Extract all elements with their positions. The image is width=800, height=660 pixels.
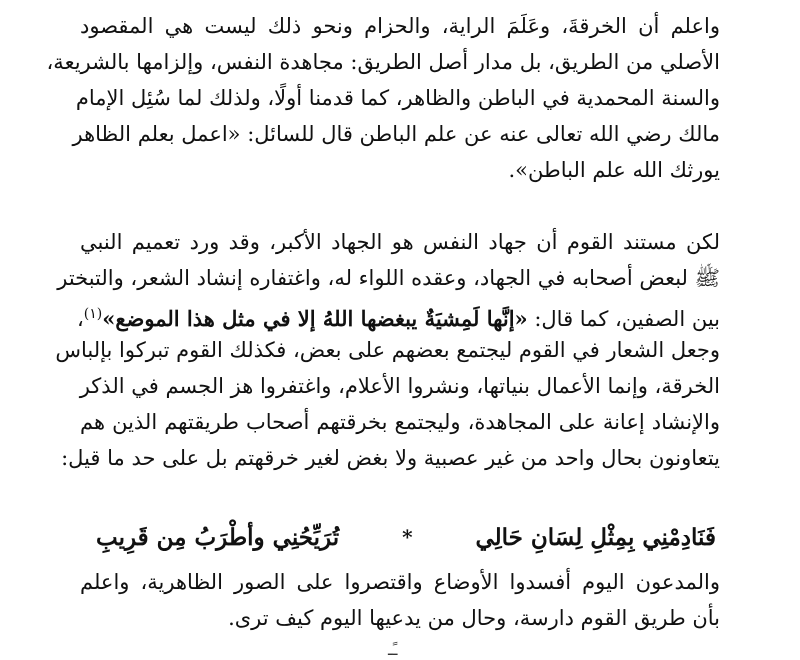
- paragraph-2-line-2: ﷺ لبعض أصحابه في الجهاد، وعقده اللواء له، واغتفاره إنشاد الشعر، والتبختر: [57, 266, 720, 290]
- verse-second-hemistich: تُرَيِّحُنِي وأطْرَبُ مِن قَرِيبِ: [96, 523, 340, 551]
- verse-separator: *: [402, 525, 413, 549]
- paragraph-2-line-5: الخرقة، وإنما الأعمال بنياتها، ونشروا الأعلام، واغتفروا هز الجسم في الذكر: [79, 374, 720, 398]
- paragraph-1-line-2: الأصلي من الطريق، بل مدار أصل الطريق: مجاهدة النفس، وإلزامها بالشريعة،: [46, 50, 720, 74]
- paragraph-2-line-6: والإنشاد إعانة على المجاهدة، وليجتمع بخرقتهم أصحاب طريقتهم الذين هم: [80, 410, 720, 434]
- paragraph-2-line-7: يتعاونون بحال واحد من غير عصبية ولا بغض لغير خرقهتم بل على حد ما قيل:: [61, 446, 720, 470]
- paragraph-2-line-3: [76, 296, 720, 332]
- paragraph-3-line-1: والمدعون اليوم أفسدوا الأوضاع واقتصروا على الصور الظاهرية، واعلم: [80, 570, 720, 594]
- poetry-verse: [96, 514, 716, 560]
- footnote-marker: (١): [83, 306, 103, 322]
- paragraph-1-line-4: مالك رضي الله تعالى عنه عن علم الباطن قال للسائل: «اعمل بعلم الظاهر: [72, 122, 720, 146]
- paragraph-2-line-4: وجعل الشعار في القوم ليجتمع بعضهم على بعض، فكذلك القوم تبركوا بإلباس: [55, 338, 720, 362]
- line-3-comma: ،: [76, 307, 84, 331]
- paragraph-2-line-1: لكن مستند القوم أن جهاد النفس هو الجهاد الأكبر، وقد ورد تعميم النبي: [80, 230, 720, 254]
- page-number-fragment: ـًـ: [388, 640, 398, 659]
- paragraph-2: [55, 224, 720, 476]
- paragraph-1: [46, 8, 720, 188]
- paragraph-1-line-5: يورثك الله علم الباطن».: [508, 158, 720, 182]
- paragraph-1-line-3: والسنة المحمدية في الباطن والظاهر، كما قدمنا أولًا، ولذلك لما سُئِل الإمام: [75, 86, 720, 110]
- paragraph-3: [80, 564, 720, 636]
- line-3-intro: بين الصفين، كما قال:: [527, 307, 720, 331]
- verse-first-hemistich: فَنَادِمْنِي بِمِثْلِ لِسَانِ حَالِي: [475, 523, 716, 551]
- paragraph-1-line-1: واعلم أن الخرقةَ، وعَلَمَ الراية، والحزام ونحو ذلك ليست هي المقصود: [80, 14, 720, 38]
- hadith-quote: «إنَّها لَمِشيَةٌ يبغضها اللهُ إلا في مثل هذا الموضع»: [102, 306, 528, 331]
- paragraph-3-line-2: بأن طريق القوم دارسة، وحال من يدعيها اليوم كيف ترى.: [228, 606, 720, 630]
